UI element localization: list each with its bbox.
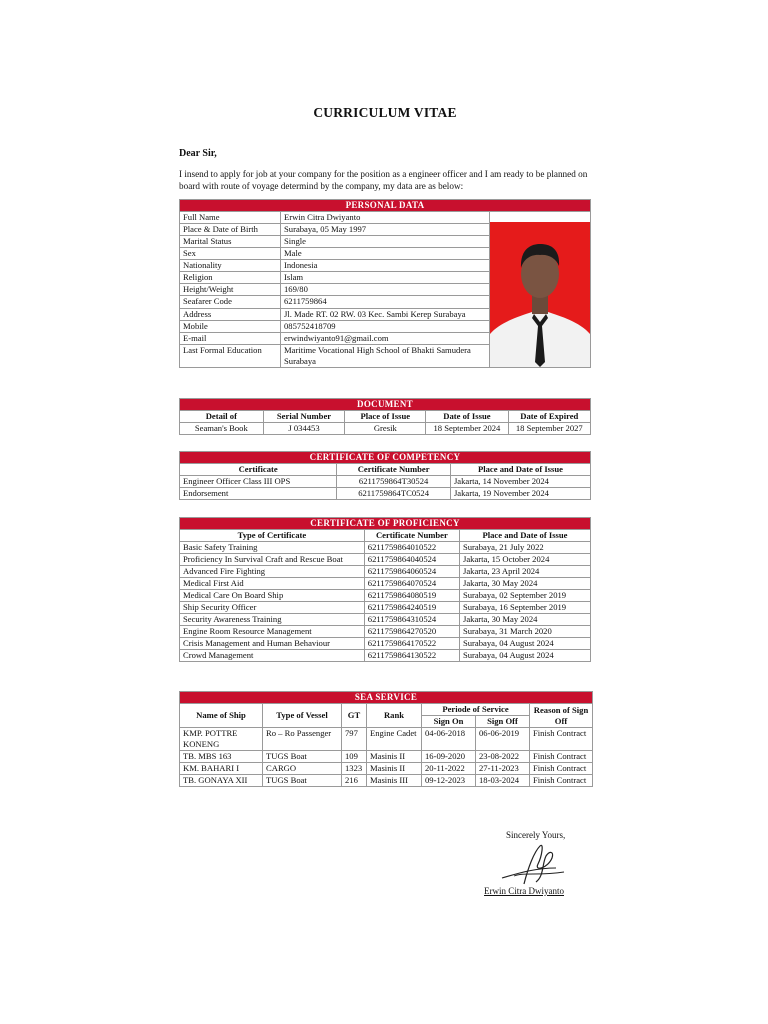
personal-label: Mobile <box>180 320 281 332</box>
personal-value: Male <box>281 248 490 260</box>
cop-cell: 6211759864170522 <box>364 638 459 650</box>
cop-cell: Crowd Management <box>180 650 365 662</box>
sea-service-cell: TUGS Boat <box>263 751 342 763</box>
table-row <box>180 638 591 650</box>
sea-service-cell: Masinis II <box>367 751 422 763</box>
sea-service-cell: 27-11-2023 <box>476 763 530 775</box>
table-row <box>180 476 591 488</box>
col-reason-of-sign-off: Reason of Sign Off <box>530 704 593 728</box>
greeting: Dear Sir, <box>179 148 217 159</box>
cop-cell: 6211759864070524 <box>364 578 459 590</box>
coc-cell: 6211759864TC0524 <box>337 488 451 500</box>
sea-service-cell: KM. BAHARI I <box>180 763 263 775</box>
sea-service-cell: 09-12-2023 <box>422 775 476 787</box>
document-header: DOCUMENT <box>180 399 591 411</box>
sea-service-cell: 18-03-2024 <box>476 775 530 787</box>
profile-photo <box>490 222 590 367</box>
sea-service-cell: TB. GONAYA XII <box>180 775 263 787</box>
table-row <box>180 626 591 638</box>
document-cell: J 034453 <box>263 423 345 435</box>
sea-service-cell: 23-08-2022 <box>476 751 530 763</box>
document-cell: 18 September 2024 <box>426 423 508 435</box>
cop-cell: Medical First Aid <box>180 578 365 590</box>
personal-value: Indonesia <box>281 260 490 272</box>
table-row <box>180 554 591 566</box>
coc-cell: Endorsement <box>180 488 337 500</box>
cop-cell: Surabaya, 16 September 2019 <box>459 602 590 614</box>
cop-cell: 6211759864010522 <box>364 542 459 554</box>
sea-service-cell: Masinis III <box>367 775 422 787</box>
col-sign-on: Sign On <box>422 716 476 728</box>
table-row <box>180 650 591 662</box>
sea-service-cell: KMP. POTTRE KONENG <box>180 728 263 751</box>
sea-service-cell: 216 <box>342 775 367 787</box>
personal-label: Nationality <box>180 260 281 272</box>
table-row <box>180 751 593 763</box>
personal-data-table <box>179 199 591 368</box>
cop-cell: Surabaya, 04 August 2024 <box>459 638 590 650</box>
coc-cell: Engineer Officer Class III OPS <box>180 476 337 488</box>
cop-cell: 6211759864270520 <box>364 626 459 638</box>
personal-label: Seafarer Code <box>180 296 281 308</box>
sea-service-table <box>179 691 593 787</box>
coc-cell: 6211759864T30524 <box>337 476 451 488</box>
cop-header: CERTIFICATE OF PROFICIENCY <box>180 518 591 530</box>
sea-service-cell: 16-09-2020 <box>422 751 476 763</box>
sea-service-cell: Finish Contract <box>530 728 593 751</box>
sea-service-cell: 04-06-2018 <box>422 728 476 751</box>
table-row <box>180 566 591 578</box>
table-row <box>180 423 591 435</box>
cop-cell: Basic Safety Training <box>180 542 365 554</box>
coc-column-header: Place and Date of Issue <box>450 464 590 476</box>
personal-value: Erwin Citra Dwiyanto <box>281 212 490 224</box>
personal-value: Maritime Vocational High School of Bhakti Samudera Surabaya <box>281 344 490 367</box>
cop-cell: Surabaya, 21 July 2022 <box>459 542 590 554</box>
cop-cell: Ship Security Officer <box>180 602 365 614</box>
sea-service-cell: Ro – Ro Passenger <box>263 728 342 751</box>
cop-cell: 6211759864080519 <box>364 590 459 602</box>
cop-cell: 6211759864130522 <box>364 650 459 662</box>
sea-service-cell: 20-11-2022 <box>422 763 476 775</box>
coc-column-header: Certificate Number <box>337 464 451 476</box>
personal-value: Jl. Made RT. 02 RW. 03 Kec. Sambi Kerep Surabaya <box>281 308 490 320</box>
table-row <box>180 775 593 787</box>
personal-value: Surabaya, 05 May 1997 <box>281 224 490 236</box>
personal-value: 6211759864 <box>281 296 490 308</box>
document-column-header: Place of Issue <box>345 411 426 423</box>
cop-cell: Jakarta, 15 October 2024 <box>459 554 590 566</box>
cop-table <box>179 517 591 662</box>
cop-column-header: Place and Date of Issue <box>459 530 590 542</box>
personal-label: Religion <box>180 272 281 284</box>
cop-cell: Security Awareness Training <box>180 614 365 626</box>
document-column-header: Serial Number <box>263 411 345 423</box>
coc-cell: Jakarta, 19 November 2024 <box>450 488 590 500</box>
personal-label: Address <box>180 308 281 320</box>
signature-image <box>494 838 574 890</box>
sea-service-cell: Finish Contract <box>530 763 593 775</box>
photo-cell <box>490 212 591 368</box>
personal-value: erwindwiyanto91@gmail.com <box>281 332 490 344</box>
document-column-header: Date of Issue <box>426 411 508 423</box>
cop-cell: Surabaya, 31 March 2020 <box>459 626 590 638</box>
table-row <box>180 614 591 626</box>
personal-value: 169/80 <box>281 284 490 296</box>
cop-cell: Proficiency In Survival Craft and Rescue Boat <box>180 554 365 566</box>
col-gt: GT <box>342 704 367 728</box>
cop-column-headers <box>180 530 591 542</box>
personal-value: 085752418709 <box>281 320 490 332</box>
cop-cell: 6211759864310524 <box>364 614 459 626</box>
sea-service-cell: 1323 <box>342 763 367 775</box>
personal-label: Height/Weight <box>180 284 281 296</box>
col-period-of-service: Periode of Service <box>422 704 530 716</box>
closing-text: Sincerely Yours, <box>506 830 566 840</box>
sea-service-cell: 109 <box>342 751 367 763</box>
cop-cell: Engine Room Resource Management <box>180 626 365 638</box>
signer-name: Erwin Citra Dwiyanto <box>484 886 564 896</box>
table-row <box>180 602 591 614</box>
sea-service-cell: TUGS Boat <box>263 775 342 787</box>
personal-label: E-mail <box>180 332 281 344</box>
table-row <box>180 488 591 500</box>
document-cell: 18 September 2027 <box>508 423 590 435</box>
col-rank: Rank <box>367 704 422 728</box>
cop-column-header: Type of Certificate <box>180 530 365 542</box>
col-sign-off: Sign Off <box>476 716 530 728</box>
sea-service-cell: 06-06-2019 <box>476 728 530 751</box>
cop-cell: Jakarta, 23 April 2024 <box>459 566 590 578</box>
cop-cell: Jakarta, 30 May 2024 <box>459 578 590 590</box>
table-row <box>180 578 591 590</box>
personal-label: Full Name <box>180 212 281 224</box>
document-cell: Seaman's Book <box>180 423 264 435</box>
person-silhouette-icon <box>490 222 590 367</box>
cop-cell: Surabaya, 02 September 2019 <box>459 590 590 602</box>
coc-header: CERTIFICATE OF COMPETENCY <box>180 452 591 464</box>
table-row <box>180 728 593 751</box>
cop-cell: Jakarta, 30 May 2024 <box>459 614 590 626</box>
sea-service-header: SEA SERVICE <box>180 692 593 704</box>
personal-row <box>180 212 591 224</box>
sea-service-cell: TB. MBS 163 <box>180 751 263 763</box>
cop-cell: Advanced Fire Fighting <box>180 566 365 578</box>
document-cell: Gresik <box>345 423 426 435</box>
cop-cell: 6211759864060524 <box>364 566 459 578</box>
cop-cell: Surabaya, 04 August 2024 <box>459 650 590 662</box>
coc-cell: Jakarta, 14 November 2024 <box>450 476 590 488</box>
sea-service-cell: Finish Contract <box>530 751 593 763</box>
document-column-header: Date of Expired <box>508 411 590 423</box>
sea-service-cell: CARGO <box>263 763 342 775</box>
personal-label: Last Formal Education <box>180 344 281 367</box>
col-type-of-vessel: Type of Vessel <box>263 704 342 728</box>
table-row <box>180 542 591 554</box>
personal-data-header: PERSONAL DATA <box>180 200 591 212</box>
sea-service-cell: 797 <box>342 728 367 751</box>
personal-label: Place & Date of Birth <box>180 224 281 236</box>
sea-service-cell: Masinis II <box>367 763 422 775</box>
page-title: CURRICULUM VITAE <box>313 105 457 120</box>
table-row <box>180 763 593 775</box>
personal-label: Marital Status <box>180 236 281 248</box>
personal-label: Sex <box>180 248 281 260</box>
coc-column-headers <box>180 464 591 476</box>
cop-cell: 6211759864240519 <box>364 602 459 614</box>
intro-paragraph: I insend to apply for job at your company for the position as a engineer officer and I am ready to be planned on board with route of voyage determind by the company, my data are as below: <box>179 169 588 191</box>
cop-cell: Medical Care On Board Ship <box>180 590 365 602</box>
sea-service-cell: Finish Contract <box>530 775 593 787</box>
personal-value: Single <box>281 236 490 248</box>
document-table <box>179 398 591 435</box>
personal-value: Islam <box>281 272 490 284</box>
sea-service-cell: Engine Cadet <box>367 728 422 751</box>
coc-column-header: Certificate <box>180 464 337 476</box>
table-row <box>180 590 591 602</box>
cop-cell: 6211759864040524 <box>364 554 459 566</box>
document-column-headers <box>180 411 591 423</box>
coc-table <box>179 451 591 500</box>
cop-column-header: Certificate Number <box>364 530 459 542</box>
col-name-of-ship: Name of Ship <box>180 704 263 728</box>
cop-cell: Crisis Management and Human Behaviour <box>180 638 365 650</box>
document-column-header: Detail of <box>180 411 264 423</box>
